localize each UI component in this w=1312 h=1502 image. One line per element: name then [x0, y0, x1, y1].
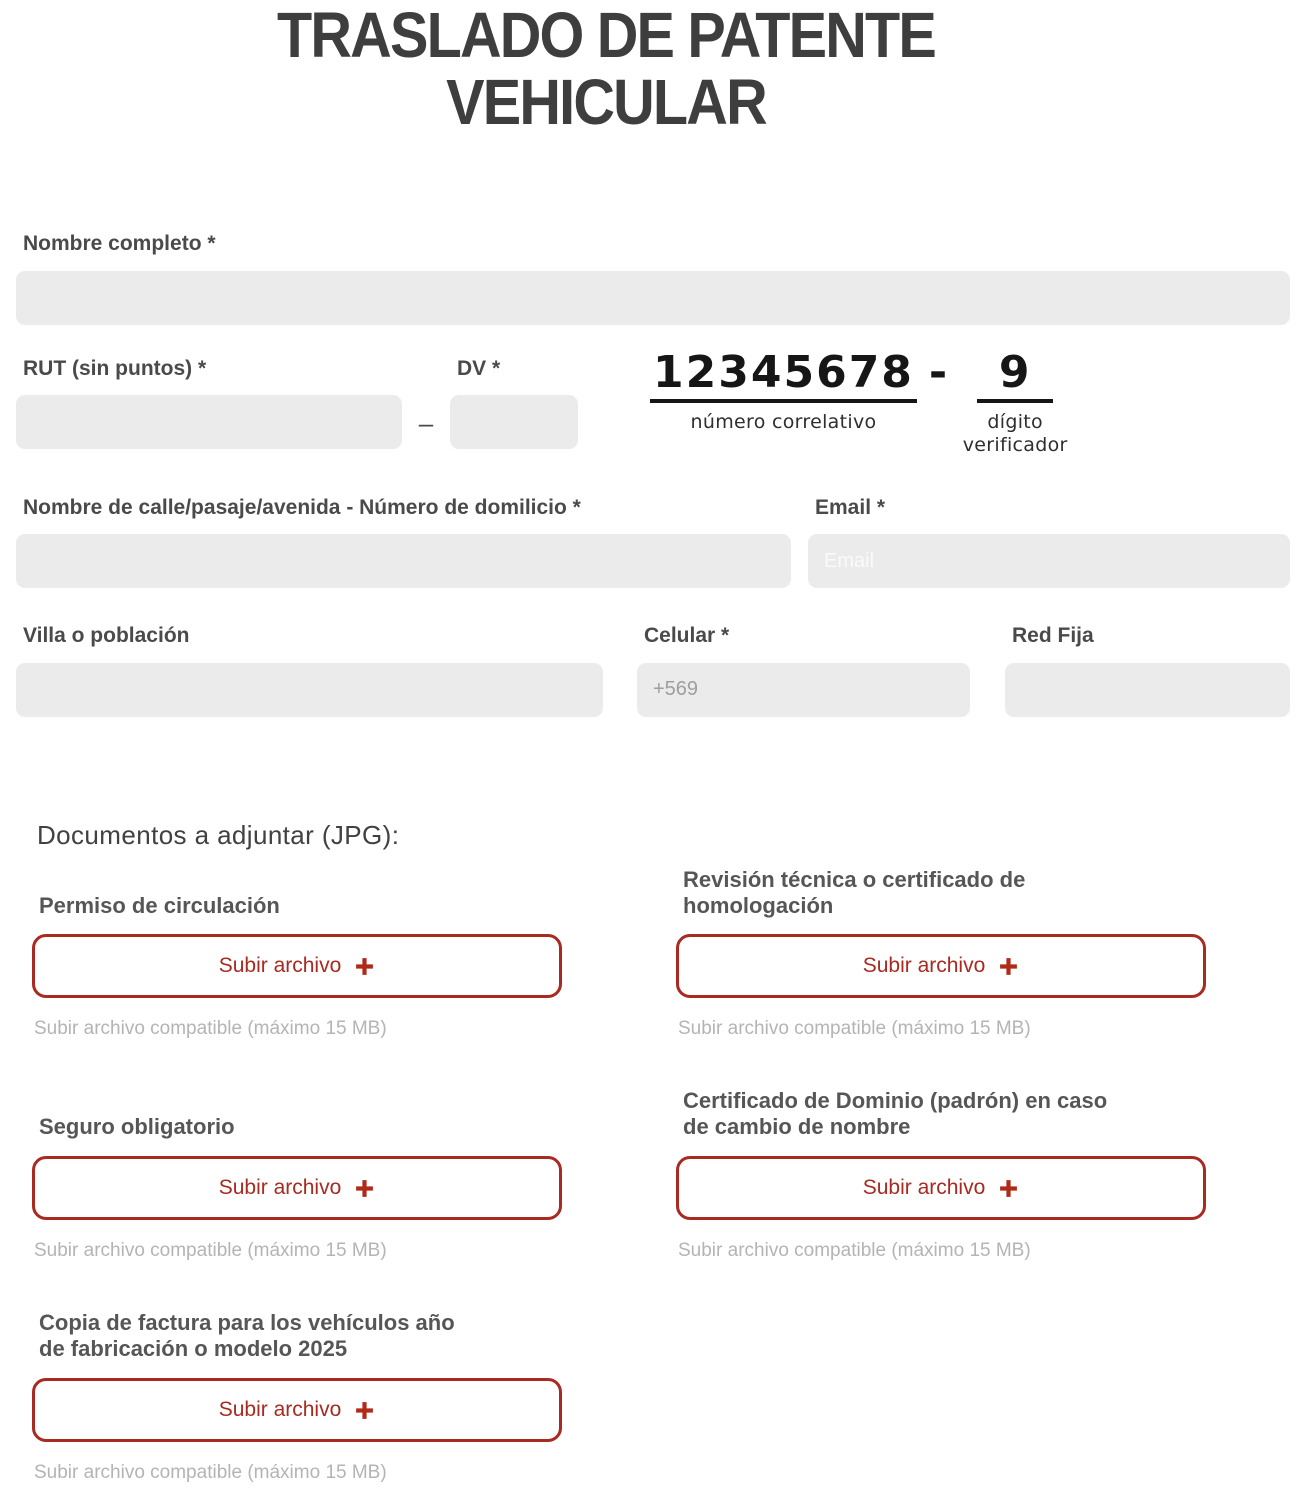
plus-icon — [998, 956, 1019, 977]
rut-example-number-caption: número correlativo — [690, 410, 877, 433]
page-title-line1: TRASLADO DE PATENTE — [276, 0, 936, 71]
rut-example-number-column — [650, 346, 917, 434]
doc-label: Permiso de circulación — [39, 892, 280, 918]
page-header — [0, 0, 1312, 139]
doc-item-seguro-obligatorio — [32, 1114, 562, 1262]
direccion-label: Nombre de calle/pasaje/avenida - Número de domilicio * — [23, 496, 581, 520]
field-celular — [637, 624, 970, 716]
plus-icon — [354, 956, 375, 977]
doc-label: Copia de factura para los vehículos año de fabricación o modelo 2025 — [39, 1310, 455, 1362]
field-nombre-completo — [16, 232, 1290, 324]
rut-example-digit: 9 — [977, 350, 1053, 403]
plus-icon — [354, 1178, 375, 1199]
upload-seguro-obligatorio-button[interactable] — [32, 1156, 562, 1220]
documents-grid — [32, 867, 1312, 1485]
upload-revision-tecnica-button[interactable] — [676, 934, 1206, 998]
upload-helper-text: Subir archivo compatible (máximo 15 MB) — [678, 1240, 1031, 1262]
row-villa — [16, 624, 1312, 716]
upload-button-label: Subir archivo — [218, 1398, 342, 1422]
red-fija-label: Red Fija — [1012, 624, 1094, 648]
upload-button-label: Subir archivo — [218, 954, 342, 978]
villa-poblacion-input[interactable] — [16, 663, 603, 717]
page-title — [75, 0, 1137, 139]
doc-item-certificado-dominio — [676, 1088, 1206, 1262]
rut-format-example — [650, 346, 1071, 457]
doc-item-revision-tecnica — [676, 867, 1206, 1041]
upload-helper-text: Subir archivo compatible (máximo 15 MB) — [34, 1462, 387, 1484]
email-label: Email * — [815, 496, 886, 520]
rut-label: RUT (sin puntos) * — [23, 356, 207, 380]
row-nombre — [16, 232, 1312, 324]
field-email — [808, 496, 1290, 588]
villa-poblacion-label: Villa o población — [23, 624, 190, 648]
plus-icon — [354, 1400, 375, 1421]
rut-dv-separator: – — [418, 408, 434, 439]
rut-example-digit-caption: dígito verificador — [962, 410, 1068, 456]
celular-label: Celular * — [644, 624, 730, 648]
doc-label: Revisión técnica o certificado de homologación — [683, 866, 1026, 918]
upload-button-label: Subir archivo — [862, 1176, 986, 1200]
upload-button-label: Subir archivo — [862, 954, 986, 978]
dv-label: DV * — [457, 356, 501, 380]
upload-copia-factura-button[interactable] — [32, 1378, 562, 1442]
page-title-line2: VEHICULAR — [446, 66, 766, 139]
red-fija-input[interactable] — [1005, 663, 1290, 717]
field-villa-poblacion — [16, 624, 603, 716]
upload-helper-text: Subir archivo compatible (máximo 15 MB) — [34, 1018, 387, 1040]
field-rut — [16, 357, 402, 449]
upload-permiso-circulacion-button[interactable] — [32, 934, 562, 998]
nombre-completo-input[interactable] — [16, 271, 1290, 325]
upload-helper-text: Subir archivo compatible (máximo 15 MB) — [678, 1018, 1031, 1040]
rut-example-separator: - — [928, 346, 948, 398]
nombre-completo-label: Nombre completo * — [23, 232, 216, 256]
upload-button-label: Subir archivo — [218, 1176, 342, 1200]
field-dv — [450, 357, 578, 449]
documents-section-heading: Documentos a adjuntar (JPG): — [37, 819, 400, 850]
doc-item-copia-factura — [32, 1310, 562, 1484]
doc-label: Certificado de Dominio (padrón) en caso de cambio de nombre — [683, 1088, 1108, 1140]
plus-icon — [998, 1178, 1019, 1199]
doc-item-permiso-circulacion — [32, 893, 562, 1041]
transfer-form — [16, 232, 1312, 1484]
row-address — [16, 496, 1312, 588]
doc-label: Seguro obligatorio — [39, 1114, 235, 1140]
email-input[interactable] — [808, 534, 1290, 588]
celular-input[interactable] — [637, 663, 970, 717]
field-direccion — [16, 496, 791, 588]
rut-input[interactable] — [16, 395, 402, 449]
direccion-input[interactable] — [16, 534, 791, 588]
dv-input[interactable] — [450, 395, 578, 449]
upload-helper-text: Subir archivo compatible (máximo 15 MB) — [34, 1240, 387, 1262]
field-red-fija — [1005, 624, 1290, 716]
rut-example-digit-column — [959, 346, 1071, 457]
upload-certificado-dominio-button[interactable] — [676, 1156, 1206, 1220]
rut-example-number: 12345678 — [650, 350, 917, 403]
row-rut — [16, 346, 1312, 457]
